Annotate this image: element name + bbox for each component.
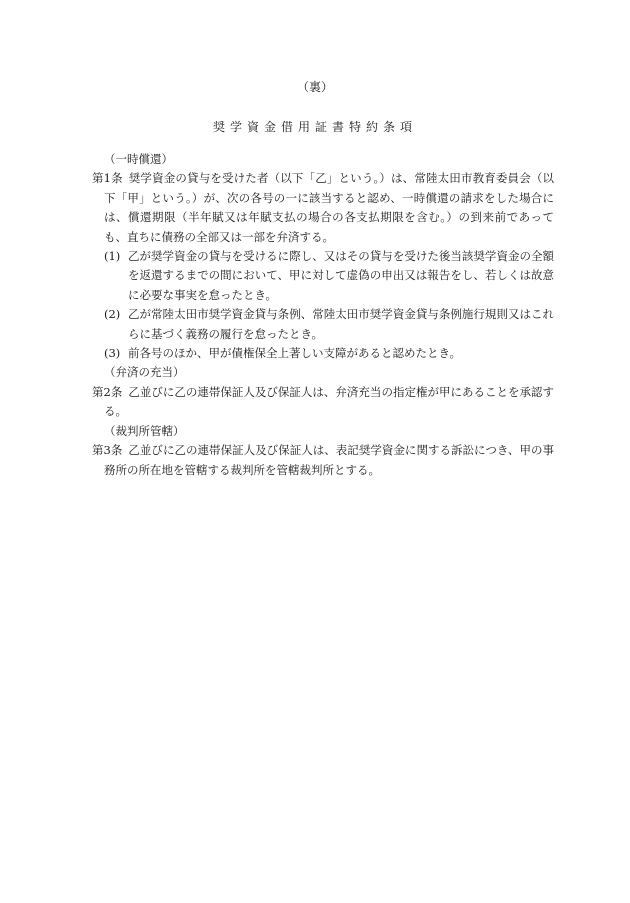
article-1 (92, 169, 554, 247)
item-3-text: 前各号のほか、甲が債権保全上著しい支障があると認めたとき。 (128, 346, 462, 361)
article-3 (92, 441, 554, 480)
article-1-text: 奨学資金の貸与を受けた者（以下「乙」という。）は、常陸太田市教育委員会（以下「甲」という。）が、次の各号の一に該当すると認め、一時償還の請求をした場合には、償還期限（半年賦又は年賦支払の場合の各支払期限を含む。）の到来前であっても、直ちに債務の全部又は一部を弁済する。 (104, 171, 554, 244)
article-1-item-3 (92, 344, 554, 363)
item-1-number: (1) (104, 249, 121, 264)
article-1-item-1 (92, 247, 554, 305)
article-1-number: 第1条 (92, 171, 123, 186)
terms-body (92, 150, 554, 480)
article-1-heading: （一時償還） (104, 152, 173, 166)
article-1-item-2 (92, 305, 554, 344)
article-3-number: 第3条 (92, 443, 123, 458)
article-3-text: 乙並びに乙の連帯保証人及び保証人は、表記奨学資金に関する訴訟につき、甲の事務所の所在地を管轄する裁判所を管轄裁判所とする。 (104, 443, 554, 477)
article-2-text: 乙並びに乙の連帯保証人及び保証人は、弁済充当の指定権が甲にあることを承認する。 (104, 384, 554, 419)
item-1-text: 乙が奨学資金の貸与を受けるに際し、又はその貸与を受けた後当該奨学資金の全額を返還するまでの間において、甲に対して虚偽の申出又は報告をし、若しくは故意に必要な事実を怠ったとき。 (128, 249, 554, 302)
document-title: 奨学資金借用証書特約条項 (212, 120, 417, 134)
article-2 (92, 383, 554, 422)
article-3-heading: （裁判所管轄） (104, 423, 185, 438)
item-3-number: (3) (104, 346, 121, 361)
article-2-number: 第2条 (92, 384, 123, 399)
back-side-mark: （裏） (296, 80, 333, 94)
item-2-text: 乙が常陸太田市奨学資金貸与条例、常陸太田市奨学資金貸与条例施行規則又はこれらに基づく義務の履行を怠ったとき。 (128, 307, 554, 341)
item-2-number: (2) (104, 307, 121, 322)
article-2-heading: （弁済の充当） (104, 365, 185, 380)
